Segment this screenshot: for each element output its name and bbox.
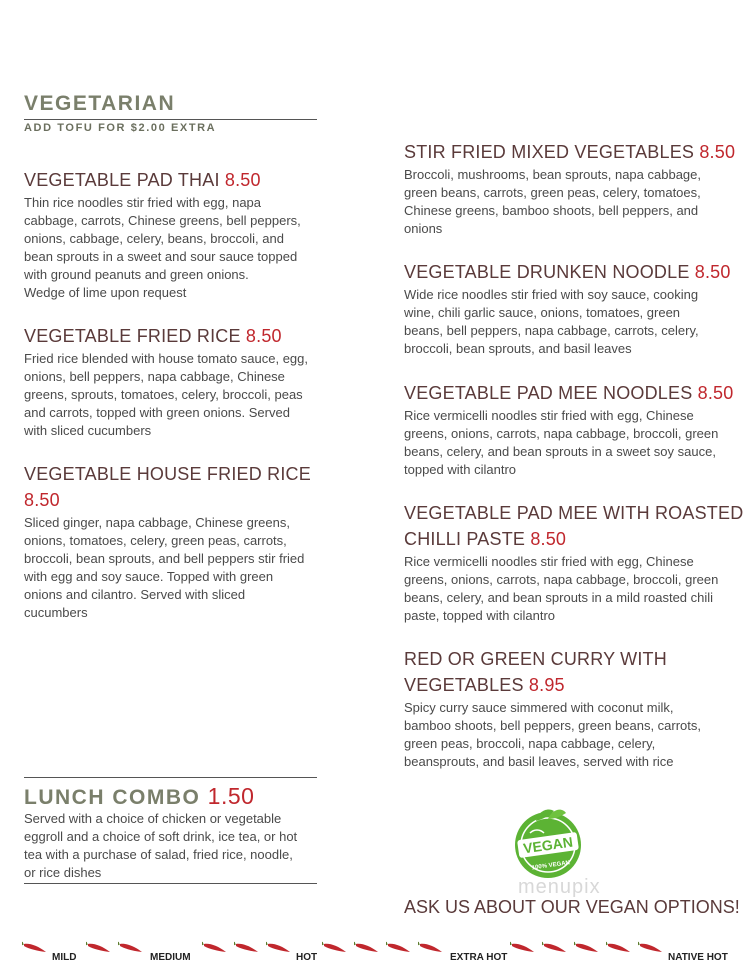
combo-top-rule <box>24 777 317 778</box>
desc-line: cabbage, carrots, Chinese greens, bell peppers, <box>24 213 301 228</box>
item-description <box>404 286 744 358</box>
desc-line: green peas, broccoli, napa cabbage, celery, <box>404 736 656 751</box>
item-title-continued: CHILLI PASTE <box>404 529 526 549</box>
item-price: 8.50 <box>694 262 731 282</box>
desc-line: green beans, carrots, green peas, celery, tomatoes, <box>404 185 701 200</box>
chili-pepper-icon <box>22 940 48 954</box>
chili-pepper-icon <box>418 940 444 954</box>
menu-item-fried-rice <box>24 324 324 440</box>
item-title: VEGETABLE HOUSE FRIED RICE <box>24 464 311 484</box>
desc-line: broccoli, bean sprouts, and basil leaves <box>404 341 632 356</box>
vegan-badge-icon <box>508 803 588 883</box>
menu-item-house-fried-rice <box>24 462 324 622</box>
menu-item-pad-mee-chilli-paste <box>404 501 744 625</box>
item-title: RED OR GREEN CURRY WITH <box>404 649 667 669</box>
item-name-line2 <box>404 527 744 552</box>
desc-line: onions <box>404 221 443 236</box>
desc-line: eggroll and a choice of soft drink, ice tea, or hot <box>24 829 298 844</box>
chili-pepper-icon <box>386 940 412 954</box>
desc-line: greens, onions, carrots, napa cabbage, broccoli, green <box>404 426 719 441</box>
watermark: menupix <box>518 876 601 898</box>
section-subtitle: ADD TOFU FOR $2.00 EXTRA <box>24 122 217 134</box>
desc-line: Chinese greens, bamboo shoots, bell peppers, and <box>404 203 699 218</box>
item-name <box>24 324 324 349</box>
desc-line: onions and cilantro. Served with sliced <box>24 587 246 602</box>
item-price: 8.50 <box>699 142 736 162</box>
item-price: 8.95 <box>528 675 565 695</box>
chili-pepper-icon <box>322 940 348 954</box>
combo-description <box>24 810 324 882</box>
desc-line: bamboo shoots, bell peppers, green beans, carrots, <box>404 718 702 733</box>
desc-line: onions, bell peppers, napa cabbage, Chinese <box>24 369 285 384</box>
chili-pepper-icon <box>234 940 260 954</box>
combo-bottom-rule <box>24 883 317 884</box>
chili-pepper-icon <box>638 940 664 954</box>
desc-line: Thin rice noodles stir fried with egg, napa <box>24 195 262 210</box>
spice-label-extra-hot: EXTRA HOT <box>450 952 508 963</box>
menu-item-pad-thai <box>24 168 324 302</box>
item-description <box>404 407 744 479</box>
item-title: VEGETABLE PAD MEE NOODLES <box>404 383 693 403</box>
menu-item-drunken-noodle <box>404 260 744 358</box>
item-name <box>404 260 744 285</box>
spice-label-hot: HOT <box>296 952 318 963</box>
menu-item-stir-fried-vegetables <box>404 140 744 238</box>
item-title: STIR FRIED MIXED VEGETABLES <box>404 142 695 162</box>
chili-pepper-icon <box>202 940 228 954</box>
item-description <box>404 166 744 238</box>
chili-pepper-icon <box>266 940 292 954</box>
menu-item-curry-vegetables <box>404 647 744 771</box>
menu-item-pad-mee-noodles <box>404 381 744 479</box>
desc-line: wine, chili garlic sauce, onions, tomatoes, green <box>404 305 681 320</box>
desc-line: beans, celery, and bean sprouts in a sweet soy sauce, <box>404 444 716 459</box>
desc-line: Wedge of lime upon request <box>24 285 187 300</box>
item-price: 8.50 <box>24 490 60 510</box>
desc-line: tea with a purchase of salad, fried rice, noodle, <box>24 847 293 862</box>
badge-ring-text: 100% VEGAN <box>531 860 571 872</box>
item-title: VEGETABLE PAD THAI <box>24 170 220 190</box>
desc-line: greens, sprouts, tomatoes, celery, broccoli, peas <box>24 387 303 402</box>
badge-word: VEGAN <box>522 833 574 857</box>
chili-pepper-icon <box>354 940 380 954</box>
item-title: VEGETABLE PAD MEE WITH ROASTED <box>404 503 744 523</box>
spice-label-mild: MILD <box>52 952 77 963</box>
section-title: VEGETARIAN <box>24 92 176 115</box>
item-price: 8.50 <box>224 170 261 190</box>
chili-pepper-icon <box>606 940 632 954</box>
item-name <box>404 381 744 406</box>
desc-line: Served with a choice of chicken or vegetable <box>24 811 282 826</box>
chili-pepper-icon <box>510 940 536 954</box>
desc-line: onions, tomatoes, celery, green peas, carrots, <box>24 533 287 548</box>
desc-line: onions, cabbage, celery, beans, broccoli, and <box>24 231 284 246</box>
item-price: 8.50 <box>245 326 282 346</box>
vegan-options-note: ASK US ABOUT OUR VEGAN OPTIONS! <box>404 897 740 917</box>
item-name-line2 <box>404 673 744 698</box>
item-description <box>404 553 744 625</box>
combo-title <box>24 783 254 810</box>
item-title: VEGETABLE FRIED RICE <box>24 326 241 346</box>
desc-line: beansprouts, and basil leaves, served with rice <box>404 754 674 769</box>
item-description <box>24 194 324 302</box>
desc-line: with sliced cucumbers <box>24 423 152 438</box>
spice-label-native-hot: NATIVE HOT <box>668 952 728 963</box>
chili-pepper-icon <box>542 940 568 954</box>
desc-line: Spicy curry sauce simmered with coconut milk, <box>404 700 674 715</box>
desc-line: Rice vermicelli noodles stir fried with egg, Chinese <box>404 554 694 569</box>
desc-line: Broccoli, mushrooms, bean sprouts, napa cabbage, <box>404 167 702 182</box>
desc-line: Fried rice blended with house tomato sauce, egg, <box>24 351 309 366</box>
item-title: VEGETABLE DRUNKEN NOODLE <box>404 262 690 282</box>
desc-line: with egg and soy sauce. Topped with green <box>24 569 274 584</box>
spice-label-medium: MEDIUM <box>150 952 191 963</box>
desc-line: Rice vermicelli noodles stir fried with egg, Chinese <box>404 408 694 423</box>
section-rule <box>24 119 317 120</box>
item-name <box>404 140 744 165</box>
combo-price: 1.50 <box>207 783 255 809</box>
chili-pepper-icon <box>86 940 112 954</box>
desc-line: paste, topped with cilantro <box>404 608 556 623</box>
desc-line: with ground peanuts and green onions. <box>24 267 249 282</box>
item-description <box>24 514 324 622</box>
desc-line: and carrots, topped with green onions. Served <box>24 405 290 420</box>
desc-line: broccoli, bean sprouts, and bell peppers stir fried <box>24 551 305 566</box>
combo-name: LUNCH COMBO <box>24 786 201 809</box>
desc-line: greens, onions, carrots, napa cabbage, broccoli, green <box>404 572 719 587</box>
desc-line: cucumbers <box>24 605 88 620</box>
desc-line: Wide rice noodles stir fried with soy sauce, cooking <box>404 287 699 302</box>
desc-line: topped with cilantro <box>404 462 517 477</box>
chili-pepper-icon <box>118 940 144 954</box>
desc-line: Sliced ginger, napa cabbage, Chinese greens, <box>24 515 290 530</box>
item-description <box>24 350 324 440</box>
item-price: 8.50 <box>697 383 734 403</box>
item-price: 8.50 <box>530 529 567 549</box>
desc-line: beans, bell peppers, napa cabbage, carrots, celery, <box>404 323 699 338</box>
chili-pepper-icon <box>574 940 600 954</box>
item-description <box>404 699 744 771</box>
desc-line: or rice dishes <box>24 865 102 880</box>
desc-line: bean sprouts in a sweet and sour sauce topped <box>24 249 298 264</box>
item-title-continued: VEGETABLES <box>404 675 524 695</box>
item-name <box>24 168 324 193</box>
desc-line: beans, celery, and bean sprouts in a mild roasted chili <box>404 590 714 605</box>
